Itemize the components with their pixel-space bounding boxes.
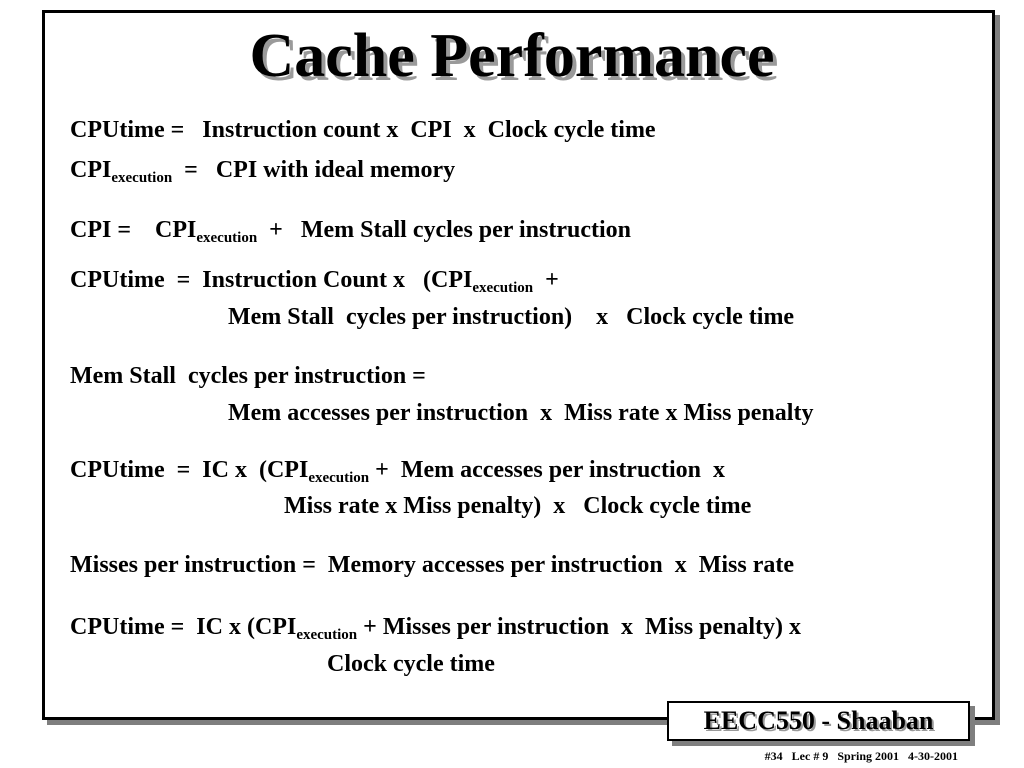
equation-mem-stall: Mem Stall cycles per instruction = xyxy=(70,363,426,389)
equation-cpi xyxy=(70,216,631,244)
equation-text: CPUtime = Instruction Count x (CPI xyxy=(70,267,473,293)
equation-text: + Mem Stall cycles per instruction xyxy=(257,217,632,243)
equation-text: + xyxy=(533,267,559,293)
subscript: execution xyxy=(296,627,358,643)
equation-cpi-execution xyxy=(70,156,455,184)
equation-misses: Misses per instruction = Memory accesses per instruction x Miss rate xyxy=(70,552,794,578)
equation-cputime: CPUtime = Instruction count x CPI x Clock cycle time xyxy=(70,117,656,143)
equation-text: + Misses per instruction x Miss penalty) x xyxy=(357,614,802,640)
equation-text: CPUtime = IC x (CPI xyxy=(70,457,309,483)
subscript: execution xyxy=(472,280,534,296)
equation-cputime-ic-cont: Miss rate x Miss penalty) x Clock cycle time xyxy=(284,493,752,519)
equation-text: + Mem accesses per instruction x xyxy=(369,457,725,483)
equation-text: CPI xyxy=(70,157,112,183)
course-badge-label: EECC550 - Shaaban xyxy=(703,706,934,735)
equation-cputime-misses-cont: Clock cycle time xyxy=(327,651,495,677)
equation-mem-stall-cont: Mem accesses per instruction x Miss rate x Miss penalty xyxy=(228,400,814,426)
equation-text: CPI = CPI xyxy=(70,217,197,243)
equation-cputime-stall-cont: Mem Stall cycles per instruction) x Clock cycle time xyxy=(228,304,795,330)
subscript: execution xyxy=(111,170,173,186)
equation-cputime-stall xyxy=(70,266,559,294)
slide-title: Cache Performance xyxy=(249,22,775,90)
subscript: execution xyxy=(308,470,370,486)
equation-text: = CPI with ideal memory xyxy=(172,157,456,183)
equation-cputime-misses xyxy=(70,613,801,641)
subscript: execution xyxy=(196,230,258,246)
equation-text: CPUtime = IC x (CPI xyxy=(70,614,297,640)
slide-footer: #34 Lec # 9 Spring 2001 4-30-2001 xyxy=(764,749,958,763)
equation-cputime-ic xyxy=(70,456,725,484)
course-badge xyxy=(667,701,970,741)
